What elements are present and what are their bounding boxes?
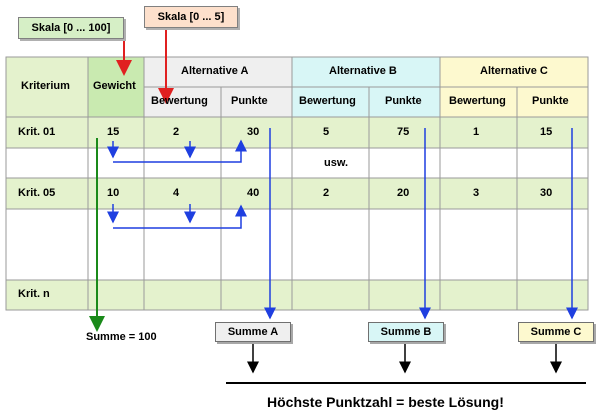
row2-c-points: 30: [540, 187, 553, 199]
row2-c-rating: 3: [473, 187, 480, 199]
row2-a-points: 40: [247, 187, 260, 199]
header-alt-a: Alternative A: [181, 65, 249, 77]
header-alt-b: Alternative B: [329, 65, 397, 77]
row-krit05-bg: [6, 178, 588, 209]
row1-weight: 15: [107, 126, 120, 138]
header-b-rating: Bewertung: [299, 95, 356, 107]
header-a-points: Punkte: [231, 95, 268, 107]
header-b-points: Punkte: [385, 95, 422, 107]
sum-a-box: Summe A: [215, 322, 291, 342]
row2-criterion: Krit. 05: [18, 187, 56, 199]
etc-label: usw.: [324, 157, 349, 169]
row2-b-points: 20: [397, 187, 410, 199]
row-kritn-bg: [6, 280, 588, 310]
header-c-points: Punkte: [532, 95, 569, 107]
rating-scale-callout: Skala [0 ... 5]: [144, 6, 238, 28]
row2-weight: 10: [107, 187, 120, 199]
row1-b-points: 75: [397, 126, 410, 138]
header-criterion: Kriterium: [21, 80, 70, 92]
header-alt-c: Alternative C: [480, 65, 548, 77]
weight-scale-callout: Skala [0 ... 100]: [18, 17, 124, 39]
row-krit01-bg: [6, 117, 588, 148]
row3-criterion: Krit. n: [18, 288, 50, 300]
header-a-rating: Bewertung: [151, 95, 208, 107]
row1-b-rating: 5: [323, 126, 330, 138]
row2-b-rating: 2: [323, 187, 330, 199]
row2-a-rating: 4: [173, 187, 180, 199]
row1-a-points: 30: [247, 126, 260, 138]
row1-c-rating: 1: [473, 126, 480, 138]
row1-c-points: 15: [540, 126, 553, 138]
sum-b-box: Summe B: [368, 322, 444, 342]
header-weight: Gewicht: [93, 80, 136, 92]
weight-sum-label: Summe = 100: [86, 331, 157, 343]
header-c-rating: Bewertung: [449, 95, 506, 107]
sum-c-box: Summe C: [518, 322, 594, 342]
row1-a-rating: 2: [173, 126, 180, 138]
conclusion-text: Höchste Punktzahl = beste Lösung!: [267, 394, 504, 410]
row1-criterion: Krit. 01: [18, 126, 56, 138]
